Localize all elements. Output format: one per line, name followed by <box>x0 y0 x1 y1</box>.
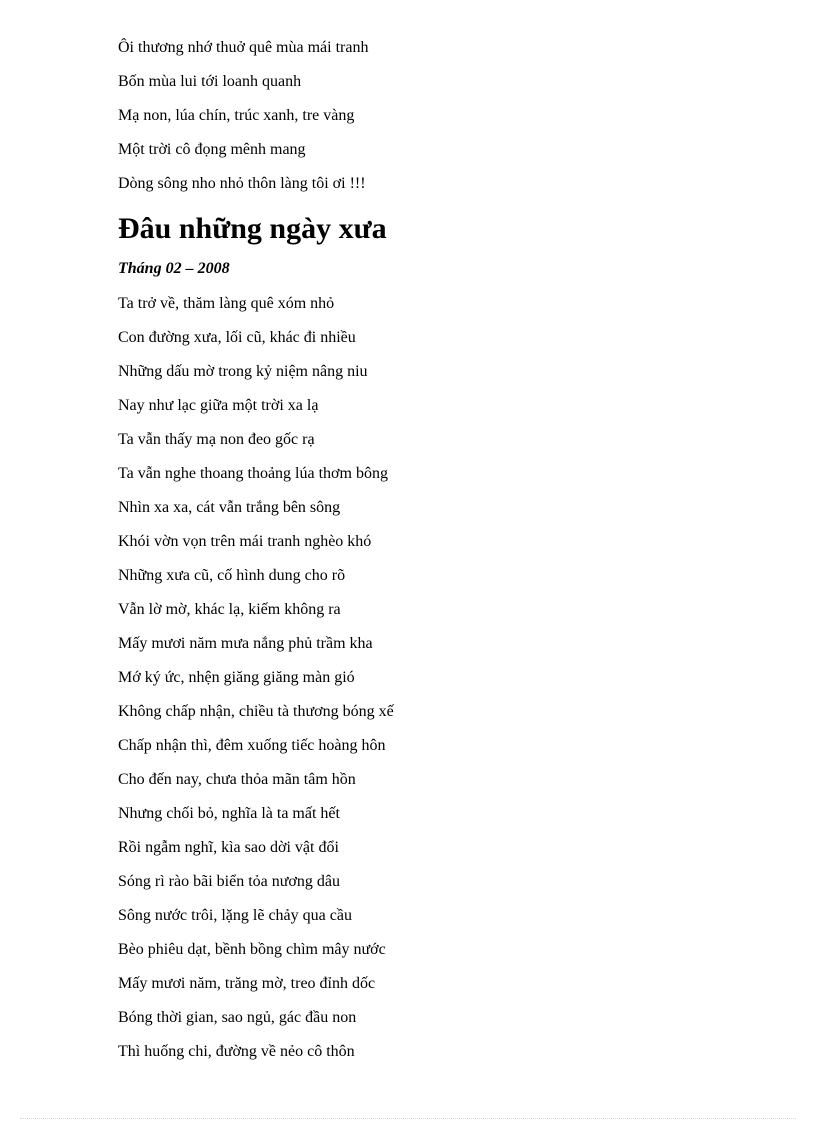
poem-line: Dòng sông nho nhỏ thôn làng tôi ơi !!! <box>118 175 366 192</box>
poem-line: Một trời cô đọng mênh mang <box>118 141 306 158</box>
top-stanza <box>118 31 368 201</box>
poem-line: Ôi thương nhớ thuở quê mùa mái tranh <box>118 39 369 56</box>
page-bottom-edge <box>20 1118 796 1119</box>
poem-line: Khói vờn vọn trên mái tranh nghèo khó <box>118 533 372 550</box>
poem-line: Mấy mươi năm, trăng mờ, treo đỉnh dốc <box>118 975 376 992</box>
poem-line: Nhưng chối bỏ, nghĩa là ta mất hết <box>118 805 340 822</box>
poem-line: Mạ non, lúa chín, trúc xanh, tre vàng <box>118 107 355 124</box>
poem-line: Sóng rì rào bãi biển tỏa nương dâu <box>118 873 340 890</box>
poem-line: Mấy mươi năm mưa nắng phủ trầm kha <box>118 635 373 652</box>
poem-date: Tháng 02 – 2008 <box>118 260 230 277</box>
poem-line: Ta vẫn nghe thoang thoảng lúa thơm bông <box>118 465 388 482</box>
poem-line: Ta vẫn thấy mạ non đeo gốc rạ <box>118 431 315 448</box>
poem-line: Cho đến nay, chưa thỏa mãn tâm hồn <box>118 771 356 788</box>
poem-line: Ta trở về, thăm làng quê xóm nhỏ <box>118 295 335 312</box>
poem-line: Những dấu mờ trong kỷ niệm nâng niu <box>118 363 368 380</box>
poem-line: Chấp nhận thì, đêm xuống tiếc hoàng hôn <box>118 737 386 754</box>
poem-line: Mớ ký ức, nhện giăng giăng màn gió <box>118 669 355 686</box>
poem-line: Vẫn lờ mờ, khác lạ, kiếm không ra <box>118 601 341 618</box>
poem-line: Bèo phiêu dạt, bềnh bồng chìm mây nước <box>118 941 386 958</box>
poem-line: Thì huống chi, đường về nẻo cô thôn <box>118 1043 355 1060</box>
poem-line: Sông nước trôi, lặng lẽ chảy qua cầu <box>118 907 352 924</box>
poem-title: Đâu những ngày xưa <box>118 212 387 245</box>
poem-line: Bốn mùa lui tới loanh quanh <box>118 73 302 90</box>
poem-line: Con đường xưa, lối cũ, khác đi nhiều <box>118 329 356 346</box>
poem-line: Nhìn xa xa, cát vẫn trắng bên sông <box>118 499 341 516</box>
poem-line: Những xưa cũ, cố hình dung cho rõ <box>118 567 346 584</box>
poem-line: Không chấp nhận, chiều tà thương bóng xế <box>118 703 394 720</box>
poem-line: Bóng thời gian, sao ngủ, gác đầu non <box>118 1009 357 1026</box>
poem-line: Nay như lạc giữa một trời xa lạ <box>118 397 319 414</box>
poem-line: Rồi ngẫm nghĩ, kìa sao dời vật đổi <box>118 839 339 856</box>
poem-body <box>118 287 394 1069</box>
